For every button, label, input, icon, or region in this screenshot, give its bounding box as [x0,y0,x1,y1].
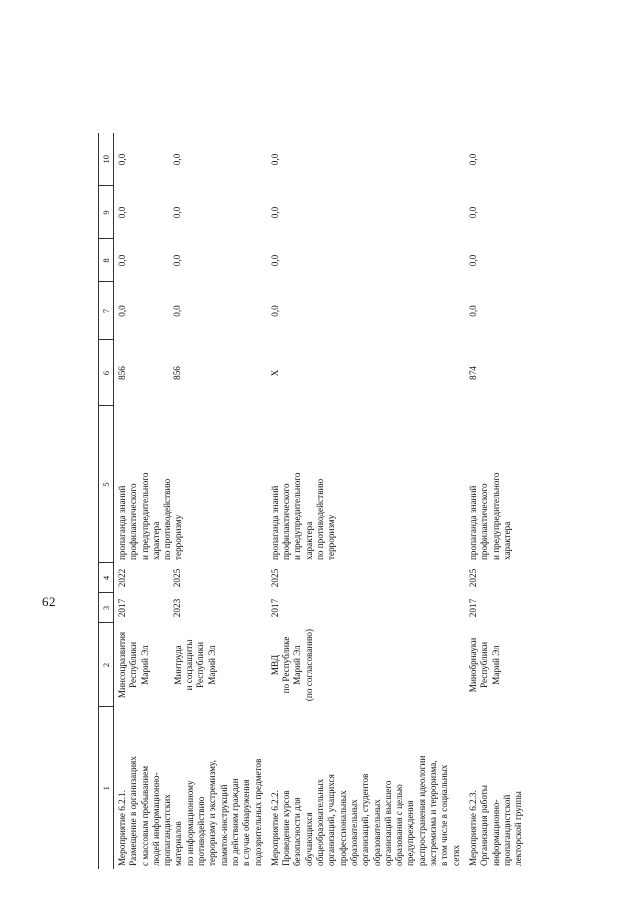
text-line: Республики [195,641,206,689]
header-cell: 3 [99,593,114,623]
header-cell: 2 [99,623,114,707]
header-cell: 10 [99,133,114,186]
text-line: терроризму [173,514,184,560]
amount-value: 0,0 [172,153,183,166]
amount-col10: 0,0 [269,153,280,166]
start-year [114,593,267,623]
amount-col10: 0,0 [467,153,478,166]
text-line: лекторской группы [513,791,524,866]
text-line: образовательных [348,799,359,866]
table-row [114,133,267,869]
measure-description [465,707,527,869]
text-line: Республики [479,641,490,689]
amount-col7 [114,282,267,340]
end-year-value: 2025 [172,568,183,588]
text-line: по Республике [281,636,292,694]
text-line: в том числе в социальных [439,764,450,866]
executor [465,623,527,707]
text-line: обучающихся [303,812,314,866]
budget-code [114,340,267,406]
text-line: профилактического [128,483,139,560]
text-line: по противодействию [315,478,326,560]
program-table [98,133,527,869]
text-line: пропагандистской [501,794,512,866]
text-line: предупреждения [405,800,416,866]
text-line: Размещение в организациях [128,756,139,866]
amount-col9 [114,186,267,239]
text-line: Марий Эл [206,645,217,685]
measure-description [267,707,465,869]
text-line: безопасности для [292,797,303,866]
header-cell: 1 [99,707,114,869]
executor [267,623,465,707]
text-line: Мероприятие 6.2.2. [269,790,280,866]
amount-value: 0,0 [117,153,127,166]
end-year [114,563,267,593]
text-line: организаций, студентов [360,773,371,866]
text-line: информационно- [490,799,501,866]
start-year-value: 2017 [117,598,127,618]
measure-description [114,707,267,869]
budget-code: Х [269,369,280,377]
text-line: характера [303,521,314,560]
text-line: (по согласованию) [303,628,314,702]
header-cell: 6 [99,340,114,406]
budget-code-value: 856 [117,366,127,380]
amount-col9: 0,0 [467,206,478,219]
header-cell: 5 [99,406,114,563]
text-line: МВД [269,654,280,676]
text-line: организаций, учащихся [326,774,337,866]
page-number: 62 [42,594,56,609]
start-year: 2017 [467,598,478,618]
text-line: характера [501,521,512,560]
expected-result [465,406,527,563]
amount-value: 0,0 [172,305,183,317]
text-line: образования с целью [394,784,405,866]
start-year-value: 2023 [172,598,183,618]
header-row [99,133,114,869]
text-line: и предупредительного [139,472,150,560]
text-line: терроризму [326,514,337,560]
amount-value: 0,0 [117,206,127,219]
amount-col8: 0,0 [467,254,478,267]
text-line: Марий Эл [139,645,150,685]
text-line: общеобразовательных [315,778,326,866]
start-year: 2017 [269,598,280,618]
text-line: подозрительных предметов [252,758,263,866]
text-line: профилактического [479,483,490,560]
amount-value: 0,0 [172,206,183,219]
text-line: по информационному [184,780,195,866]
table-row [465,133,527,869]
text-line: Минтруда [172,645,183,685]
text-line: распространения идеологии [416,755,427,866]
amount-value: 0,0 [117,254,127,267]
text-line: и соцзащиты [184,639,195,691]
end-year: 2025 [269,568,280,588]
expected-result [114,406,267,563]
text-line: людей информационно- [150,772,161,866]
text-line: образовательных [371,799,382,866]
text-line: Организация работы [479,785,490,866]
amount-value: 0,0 [117,305,127,317]
amount-col7: 0,0 [269,305,280,317]
budget-code-value: 856 [172,366,183,380]
text-line: профессиональных [337,790,348,866]
text-line: терроризму и экстремизму, [207,760,218,866]
text-line: Минобрнауки [467,637,478,693]
table-row [267,133,465,869]
amount-col10 [114,133,267,186]
amount-col8: 0,0 [269,254,280,267]
text-line: противодействию [196,796,207,866]
text-line: памяток-инструкций [218,784,229,866]
text-line: по действиям граждан [229,778,240,866]
amount-value: 0,0 [172,254,183,267]
text-line: Мероприятие 6.2.1. [117,790,127,866]
text-line: пропаганда знаний [117,485,127,560]
text-line: материалов [173,821,184,866]
budget-code: 874 [467,366,478,380]
expected-result [267,406,465,563]
text-line: пропагандистских [162,794,173,866]
header-cell: 4 [99,563,114,593]
text-line: Марий Эл [292,645,303,685]
text-line: пропаганда знаний [269,485,280,560]
text-line: Республики [128,641,139,689]
text-line: по противодействию [162,478,173,560]
text-line: организаций высшего [382,780,393,866]
header-cell: 9 [99,186,114,239]
amount-col8 [114,239,267,282]
end-year-value: 2022 [117,568,127,588]
text-line: и предупредительного [490,472,501,560]
text-line: сетях [450,845,461,866]
text-line: с массовым пребыванием [139,765,150,866]
end-year: 2025 [467,568,478,588]
text-line: Проведение курсов [281,790,292,866]
text-line: характера [150,521,161,560]
amount-col9: 0,0 [269,206,280,219]
header-cell: 7 [99,282,114,340]
text-line: и предупредительного [292,472,303,560]
header-cell: 8 [99,239,114,282]
text-line: пропаганда знаний [467,485,478,560]
text-line: Марий Эл [490,645,501,685]
text-line: Мероприятие 6.2.3. [467,790,478,866]
text-line: в случае обнаружения [241,779,252,866]
text-line: экстремизма и терроризма, [428,760,439,866]
text-line: Минсоцразвития [117,631,127,699]
amount-col7: 0,0 [467,305,478,317]
executor [114,623,267,707]
text-line: профилактического [281,483,292,560]
